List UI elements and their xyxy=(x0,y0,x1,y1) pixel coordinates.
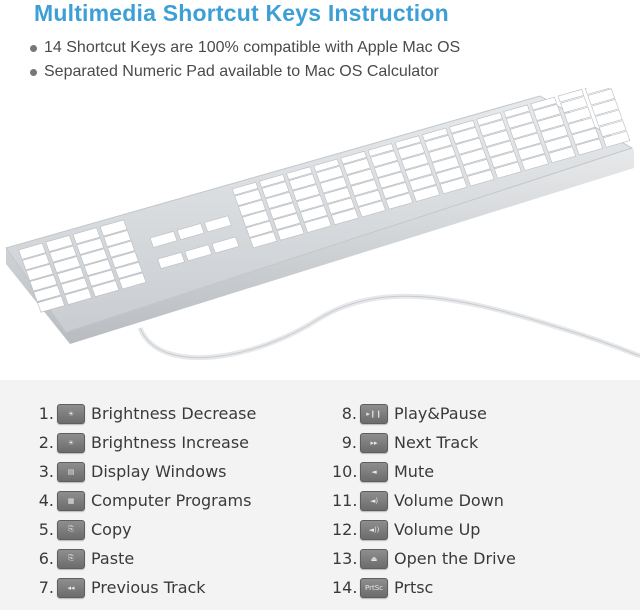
shortcut-list-left xyxy=(36,399,256,602)
bullet-icon xyxy=(30,69,37,76)
keyboard-cable xyxy=(140,296,640,357)
shortcut-number: 11. xyxy=(332,491,358,510)
shortcut-number: 14. xyxy=(332,578,358,597)
shortcut-item xyxy=(36,399,256,428)
shortcut-label: Computer Programs xyxy=(91,491,252,510)
shortcut-number: 9. xyxy=(341,433,357,452)
shortcut-item xyxy=(36,573,256,602)
shortcut-item xyxy=(332,515,516,544)
shortcut-number: 13. xyxy=(332,549,358,568)
display-windows-icon: ▤ xyxy=(57,462,85,482)
shortcut-item xyxy=(332,486,516,515)
eject-icon: ⏏ xyxy=(360,549,388,569)
shortcut-item xyxy=(36,486,256,515)
feature-item xyxy=(30,36,460,60)
shortcut-label: Volume Down xyxy=(394,491,504,510)
next-track-icon: ▸▸ xyxy=(360,433,388,453)
shortcut-number: 10. xyxy=(332,462,358,481)
feature-text: Separated Numeric Pad available to Mac OS Calculator xyxy=(44,63,439,80)
shortcut-item xyxy=(36,428,256,457)
keyboard-illustration xyxy=(0,88,640,378)
shortcut-label: Mute xyxy=(394,462,435,481)
shortcut-list-right xyxy=(332,399,516,602)
shortcut-label: Prtsc xyxy=(394,578,434,597)
shortcut-label: Brightness Decrease xyxy=(91,404,257,423)
feature-list xyxy=(30,36,460,84)
computer-programs-icon: ▦ xyxy=(57,491,85,511)
shortcut-number: 8. xyxy=(341,404,357,423)
shortcut-item xyxy=(332,428,516,457)
brightness-up-icon: ☀ xyxy=(57,433,85,453)
shortcut-number: 6. xyxy=(38,549,54,568)
feature-text: 14 Shortcut Keys are 100% compatible with Apple Mac OS xyxy=(44,39,461,56)
shortcut-item xyxy=(36,515,256,544)
shortcut-item xyxy=(332,399,516,428)
keyboard-image xyxy=(0,88,640,378)
shortcut-label: Brightness Increase xyxy=(91,433,250,452)
shortcut-item xyxy=(36,544,256,573)
shortcut-number: 3. xyxy=(38,462,54,481)
paste-icon: ⎘ xyxy=(57,549,85,569)
brightness-down-icon: ☀ xyxy=(57,404,85,424)
play-pause-icon: ▸❙❙ xyxy=(360,404,388,424)
shortcut-label: Play&Pause xyxy=(394,404,487,423)
shortcut-number: 7. xyxy=(38,578,54,597)
mute-icon: ◄ xyxy=(360,462,388,482)
volume-up-icon: ◄)) xyxy=(360,520,388,540)
shortcut-label: Previous Track xyxy=(91,578,206,597)
shortcut-item xyxy=(332,457,516,486)
shortcut-label: Copy xyxy=(91,520,132,539)
shortcut-number: 5. xyxy=(38,520,54,539)
shortcut-item xyxy=(36,457,256,486)
copy-icon: ⎘ xyxy=(57,520,85,540)
shortcut-item xyxy=(332,573,516,602)
shortcut-number: 4. xyxy=(38,491,54,510)
shortcut-number: 2. xyxy=(38,433,54,452)
page-title: Multimedia Shortcut Keys Instruction xyxy=(34,0,449,26)
bullet-icon xyxy=(30,45,37,52)
shortcut-label: Open the Drive xyxy=(394,549,516,568)
shortcut-label: Next Track xyxy=(394,433,479,452)
shortcut-label: Paste xyxy=(91,549,135,568)
shortcut-label: Display Windows xyxy=(91,462,227,481)
previous-track-icon: ◂◂ xyxy=(57,578,85,598)
shortcut-item xyxy=(332,544,516,573)
print-screen-icon: PrtSc xyxy=(360,578,388,598)
volume-down-icon: ◄) xyxy=(360,491,388,511)
shortcut-number: 1. xyxy=(38,404,54,423)
shortcut-number: 12. xyxy=(332,520,358,539)
feature-item xyxy=(30,60,460,84)
shortcut-label: Volume Up xyxy=(394,520,481,539)
